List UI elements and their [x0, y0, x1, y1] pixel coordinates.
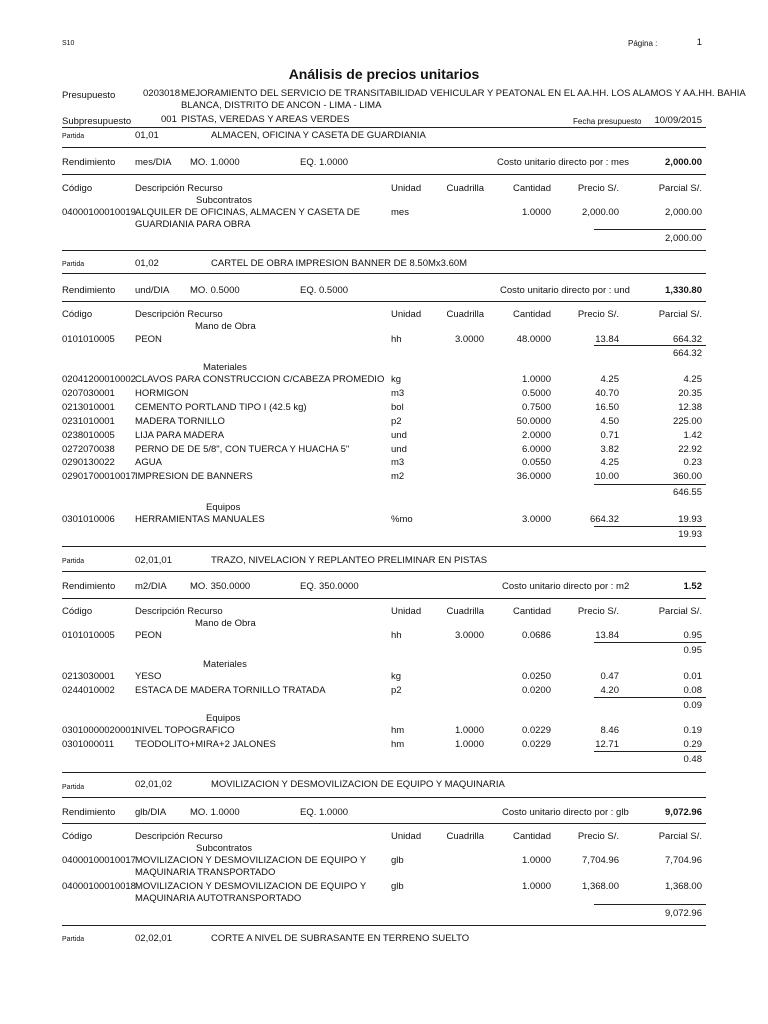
mo-value: MO. 0.5000: [190, 285, 240, 296]
subtotal-rule: [594, 484, 706, 485]
row-desc: NIVEL TOPOGRAFICO: [135, 725, 235, 736]
row-precio: 7,704.96: [582, 855, 619, 866]
row-cantidad: 0.0200: [521, 685, 551, 696]
row-code: 0101010005: [62, 630, 115, 641]
costo-label: Costo unitario directo por : mes: [497, 157, 630, 168]
row-parcial: 22.92: [678, 443, 702, 455]
row-parcial: 1,368.00: [665, 881, 702, 892]
col-codigo: Código: [62, 183, 93, 194]
subtotal-rule: [594, 904, 706, 905]
col-descripcion: Descripción Recurso: [135, 309, 223, 320]
col-cantidad: Cantidad: [512, 309, 551, 320]
row-cantidad: 36.0000: [516, 471, 551, 483]
row-desc-cont: MAQUINARIA TRANSPORTADO: [135, 867, 276, 878]
row-cantidad: 1.0000: [521, 374, 551, 385]
row-cantidad: 1.0000: [521, 207, 551, 218]
row-unit: p2: [391, 415, 402, 427]
eq-value: EQ. 1.0000: [300, 157, 349, 168]
col-precio: Precio S/.: [577, 183, 619, 194]
eq-value: EQ. 350.0000: [300, 581, 359, 592]
mo-value: MO. 1.0000: [190, 157, 240, 168]
subtotal: 664.32: [672, 348, 702, 359]
row-cantidad: 1.0000: [521, 881, 551, 892]
partida-name: ALMACEN, OFICINA Y CASETA DE GUARDIANIA: [211, 130, 426, 141]
col-unidad: Unidad: [391, 831, 422, 842]
costo-value: 1.52: [683, 581, 702, 592]
row-cuadrilla: 1.0000: [454, 739, 484, 750]
col-precio: Precio S/.: [577, 831, 619, 842]
row-cantidad: 0.0229: [521, 725, 551, 736]
row-unit: p2: [391, 685, 402, 696]
col-cantidad: Cantidad: [512, 183, 551, 194]
divider: [62, 127, 706, 128]
row-code: 0207030001: [62, 387, 115, 399]
partida-code: 02,01,01: [135, 555, 172, 566]
row-parcial: 0.95: [683, 630, 702, 641]
row-parcial: 2,000.00: [665, 207, 702, 218]
page-number: 1: [696, 37, 702, 48]
row-parcial: 12.38: [678, 401, 702, 413]
partida-label: Partida: [62, 261, 85, 268]
col-unidad: Unidad: [391, 309, 422, 320]
divider: [62, 571, 706, 572]
partida-label: Partida: [62, 133, 85, 140]
row-code: 02041200010002: [62, 374, 136, 385]
row-desc: ALQUILER DE OFICINAS, ALMACEN Y CASETA DE: [135, 207, 360, 218]
rendimiento-label: Rendimiento: [62, 807, 116, 818]
row-cantidad: 2.0000: [521, 429, 551, 441]
partida-label: Partida: [62, 784, 85, 791]
row-precio: 2,000.00: [582, 207, 619, 218]
row-code: 0238010005: [62, 429, 115, 441]
divider: [62, 598, 706, 599]
col-parcial: Parcial S/.: [658, 183, 702, 194]
section-subcontratos: Subcontratos: [196, 195, 252, 206]
row-code: 0301010006: [62, 514, 115, 525]
col-cuadrilla: Cuadrilla: [446, 606, 484, 617]
partida-code: 01,02: [135, 258, 159, 269]
row-parcial: 225.00: [672, 415, 702, 427]
row-parcial: 664.32: [672, 334, 702, 345]
row-unit: m2: [391, 471, 405, 483]
row-desc: ESTACA DE MADERA TORNILLO TRATADA: [135, 685, 326, 696]
row-unit: kg: [391, 671, 402, 682]
row-precio: 664.32: [589, 514, 619, 525]
row-parcial: 0.29: [683, 739, 702, 750]
col-unidad: Unidad: [391, 606, 422, 617]
page-title: Análisis de precios unitarios: [288, 66, 480, 82]
subtotal: 0.95: [683, 645, 702, 656]
rendimiento-unit: und/DIA: [135, 285, 170, 296]
row-desc-cont: GUARDIANIA PARA OBRA: [135, 219, 251, 230]
row-desc: CLAVOS PARA CONSTRUCCION C/CABEZA PROMEDIO: [135, 374, 385, 385]
row-precio: 4.25: [600, 374, 619, 385]
section-subcontratos: Subcontratos: [196, 843, 252, 854]
row-cuadrilla: 3.0000: [454, 630, 484, 641]
rendimiento-label: Rendimiento: [62, 581, 116, 592]
divider: [62, 174, 706, 175]
section-materiales: Materiales: [203, 362, 247, 373]
rendimiento-unit: glb/DIA: [135, 807, 167, 818]
subpresupuesto-label: Subpresupuesto: [62, 116, 132, 127]
row-unit: hm: [391, 725, 405, 736]
fecha-value: 10/09/2015: [654, 115, 702, 126]
col-descripcion: Descripción Recurso: [135, 831, 223, 842]
row-parcial: 7,704.96: [665, 855, 702, 866]
row-cantidad: 0.7500: [521, 401, 551, 413]
row-parcial: 360.00: [672, 471, 702, 483]
col-cuadrilla: Cuadrilla: [446, 309, 484, 320]
row-unit: m3: [391, 387, 405, 399]
row-code: 0301000011: [62, 739, 115, 750]
col-cantidad: Cantidad: [512, 831, 551, 842]
subtotal-rule: [594, 345, 706, 346]
row-unit: glb: [391, 881, 404, 892]
divider: [62, 147, 706, 148]
row-precio: 13.84: [595, 630, 619, 641]
divider: [62, 772, 706, 773]
row-cantidad: 48.0000: [516, 334, 551, 345]
col-parcial: Parcial S/.: [658, 309, 702, 320]
row-parcial: 19.93: [678, 514, 702, 525]
row-cantidad: 6.0000: [521, 443, 551, 455]
eq-value: EQ. 0.5000: [300, 285, 349, 296]
partida-name: CARTEL DE OBRA IMPRESION BANNER DE 8.50Mx3.60M: [211, 258, 468, 269]
row-precio: 1,368.00: [582, 881, 619, 892]
row-precio: 40.70: [595, 387, 619, 399]
row-desc: MADERA TORNILLO: [135, 415, 225, 427]
row-parcial: 0.19: [683, 725, 702, 736]
partida-name: TRAZO, NIVELACION Y REPLANTEO PRELIMINAR EN PISTAS: [211, 555, 488, 566]
partida-code: 01,01: [135, 130, 159, 141]
mo-value: MO. 350.0000: [190, 581, 251, 592]
subtotal: 2,000.00: [665, 233, 702, 244]
row-desc: AGUA: [135, 457, 162, 469]
subtotal: 9,072.96: [665, 908, 702, 919]
row-code: 04000100010019: [62, 207, 136, 218]
row-desc-cont: MAQUINARIA AUTOTRANSPORTADO: [135, 893, 302, 904]
partida-name: CORTE A NIVEL DE SUBRASANTE EN TERRENO SUELTO: [211, 933, 470, 944]
rendimiento-unit: mes/DIA: [135, 157, 172, 168]
row-cantidad: 3.0000: [521, 514, 551, 525]
row-precio: 12.71: [595, 739, 619, 750]
subtotal: 0.48: [683, 754, 702, 765]
row-desc: YESO: [135, 671, 162, 682]
presupuesto-desc-line1: MEJORAMIENTO DEL SERVICIO DE TRANSITABILIDAD VEHICULAR Y PEATONAL EN EL AA.HH. LOS ALAMOS Y AA.HH. BAHIA: [181, 88, 746, 99]
costo-value: 9,072.96: [665, 807, 702, 818]
divider: [62, 797, 706, 798]
row-cantidad: 0.0250: [521, 671, 551, 682]
section-equipos: Equipos: [206, 713, 241, 724]
presupuesto-label: Presupuesto: [62, 90, 116, 101]
row-code: 0101010005: [62, 334, 115, 345]
row-desc: PEON: [135, 630, 162, 641]
subtotal-rule: [594, 229, 706, 230]
row-precio: 4.50: [600, 415, 619, 427]
row-unit: und: [391, 429, 407, 441]
divider: [62, 925, 706, 926]
costo-value: 2,000.00: [665, 157, 702, 168]
row-code: 04000100010018: [62, 881, 136, 892]
row-cantidad: 0.5000: [521, 387, 551, 399]
row-cantidad: 0.0229: [521, 739, 551, 750]
section-materiales: Materiales: [203, 659, 247, 670]
col-codigo: Código: [62, 606, 93, 617]
costo-label: Costo unitario directo por : m2: [502, 581, 630, 592]
divider: [62, 273, 706, 274]
section-mano-obra: Mano de Obra: [195, 618, 256, 629]
row-code: 0213010001: [62, 401, 115, 413]
col-unidad: Unidad: [391, 183, 422, 194]
subtotal-rule: [594, 642, 706, 643]
col-codigo: Código: [62, 309, 93, 320]
subtotal: 646.55: [672, 487, 702, 498]
row-parcial: 4.25: [683, 374, 702, 385]
row-cantidad: 0.0686: [521, 630, 551, 641]
subtotal-rule: [594, 526, 706, 527]
row-unit: glb: [391, 855, 404, 866]
col-codigo: Código: [62, 831, 93, 842]
row-parcial: 0.23: [683, 457, 702, 469]
page-label: Página :: [628, 39, 658, 48]
section-mano-obra: Mano de Obra: [195, 321, 256, 332]
divider: [62, 823, 706, 824]
row-desc: MOVILIZACION Y DESMOVILIZACION DE EQUIPO Y: [135, 881, 367, 892]
row-desc: TEODOLITO+MIRA+2 JALONES: [135, 739, 276, 750]
col-parcial: Parcial S/.: [658, 831, 702, 842]
row-unit: hh: [391, 630, 402, 641]
rendimiento-label: Rendimiento: [62, 285, 116, 296]
row-precio: 8.46: [600, 725, 619, 736]
partida-label: Partida: [62, 936, 85, 943]
row-code: 03010000020001: [62, 725, 136, 736]
row-code: 0272070038: [62, 443, 115, 455]
col-cuadrilla: Cuadrilla: [446, 831, 484, 842]
row-unit: mes: [391, 207, 409, 218]
costo-label: Costo unitario directo por : und: [500, 285, 630, 296]
col-descripcion: Descripción Recurso: [135, 606, 223, 617]
row-code: 0244010002: [62, 685, 115, 696]
presupuesto-code: 0203018: [143, 88, 180, 99]
col-descripcion: Descripción Recurso: [135, 183, 223, 194]
divider: [62, 546, 706, 547]
row-unit: bol: [391, 401, 404, 413]
partida-code: 02,02,01: [135, 933, 172, 944]
row-unit: und: [391, 443, 407, 455]
divider: [62, 250, 706, 251]
col-precio: Precio S/.: [577, 606, 619, 617]
row-precio: 0.71: [600, 429, 619, 441]
row-code: 0213030001: [62, 671, 115, 682]
col-precio: Precio S/.: [577, 309, 619, 320]
row-unit: hm: [391, 739, 405, 750]
row-cuadrilla: 3.0000: [454, 334, 484, 345]
row-desc: HORMIGON: [135, 387, 189, 399]
section-equipos: Equipos: [206, 502, 241, 513]
mo-value: MO. 1.0000: [190, 807, 240, 818]
row-desc: PEON: [135, 334, 162, 345]
row-precio: 4.20: [600, 685, 619, 696]
costo-value: 1,330.80: [665, 285, 702, 296]
row-parcial: 0.01: [683, 671, 702, 682]
report-code: S10: [62, 40, 75, 47]
row-precio: 16.50: [595, 401, 619, 413]
partida-label: Partida: [62, 558, 85, 565]
row-precio: 13.84: [595, 334, 619, 345]
costo-label: Costo unitario directo por : glb: [502, 807, 629, 818]
subtotal: 0.09: [683, 700, 702, 711]
subtotal-rule: [594, 697, 706, 698]
partida-code: 02,01,02: [135, 779, 172, 790]
row-cantidad: 50.0000: [516, 415, 551, 427]
row-cantidad: 0.0550: [521, 457, 551, 469]
eq-value: EQ. 1.0000: [300, 807, 349, 818]
subpresupuesto-desc: PISTAS, VEREDAS Y AREAS VERDES: [181, 114, 350, 125]
col-cuadrilla: Cuadrilla: [446, 183, 484, 194]
row-desc: MOVILIZACION Y DESMOVILIZACION DE EQUIPO Y: [135, 855, 367, 866]
row-code: 0231010001: [62, 415, 115, 427]
rendimiento-label: Rendimiento: [62, 157, 116, 168]
row-cuadrilla: 1.0000: [454, 725, 484, 736]
row-desc: IMPRESION DE BANNERS: [135, 471, 253, 483]
fecha-label: Fecha presupuesto: [573, 117, 642, 126]
row-unit: kg: [391, 374, 402, 385]
row-precio: 3.82: [600, 443, 619, 455]
row-code: 02901700010017: [62, 471, 136, 483]
row-desc: HERRAMIENTAS MANUALES: [135, 514, 265, 525]
row-precio: 0.47: [600, 671, 619, 682]
presupuesto-desc-line2: BLANCA, DISTRITO DE ANCON - LIMA - LIMA: [181, 100, 382, 111]
row-unit: m3: [391, 457, 405, 469]
row-desc: CEMENTO PORTLAND TIPO I (42.5 kg): [135, 401, 307, 413]
col-parcial: Parcial S/.: [658, 606, 702, 617]
subpresupuesto-code: 001: [161, 114, 177, 125]
subtotal-rule: [594, 751, 706, 752]
rendimiento-unit: m2/DIA: [135, 581, 167, 592]
row-unit: %mo: [391, 514, 413, 525]
row-cantidad: 1.0000: [521, 855, 551, 866]
row-desc: LIJA PARA MADERA: [135, 429, 225, 441]
col-cantidad: Cantidad: [512, 606, 551, 617]
row-precio: 4.25: [600, 457, 619, 469]
row-unit: hh: [391, 334, 402, 345]
partida-name: MOVILIZACION Y DESMOVILIZACION DE EQUIPO Y MAQUINARIA: [211, 779, 505, 790]
row-parcial: 1.42: [683, 429, 702, 441]
row-parcial: 20.35: [678, 387, 702, 399]
row-code: 04000100010017: [62, 855, 136, 866]
divider: [62, 301, 706, 302]
row-code: 0290130022: [62, 457, 115, 469]
row-parcial: 0.08: [683, 685, 702, 696]
subtotal: 19.93: [678, 529, 702, 540]
row-desc: PERNO DE DE 5/8", CON TUERCA Y HUACHA 5": [135, 443, 350, 455]
row-precio: 10.00: [595, 471, 619, 483]
